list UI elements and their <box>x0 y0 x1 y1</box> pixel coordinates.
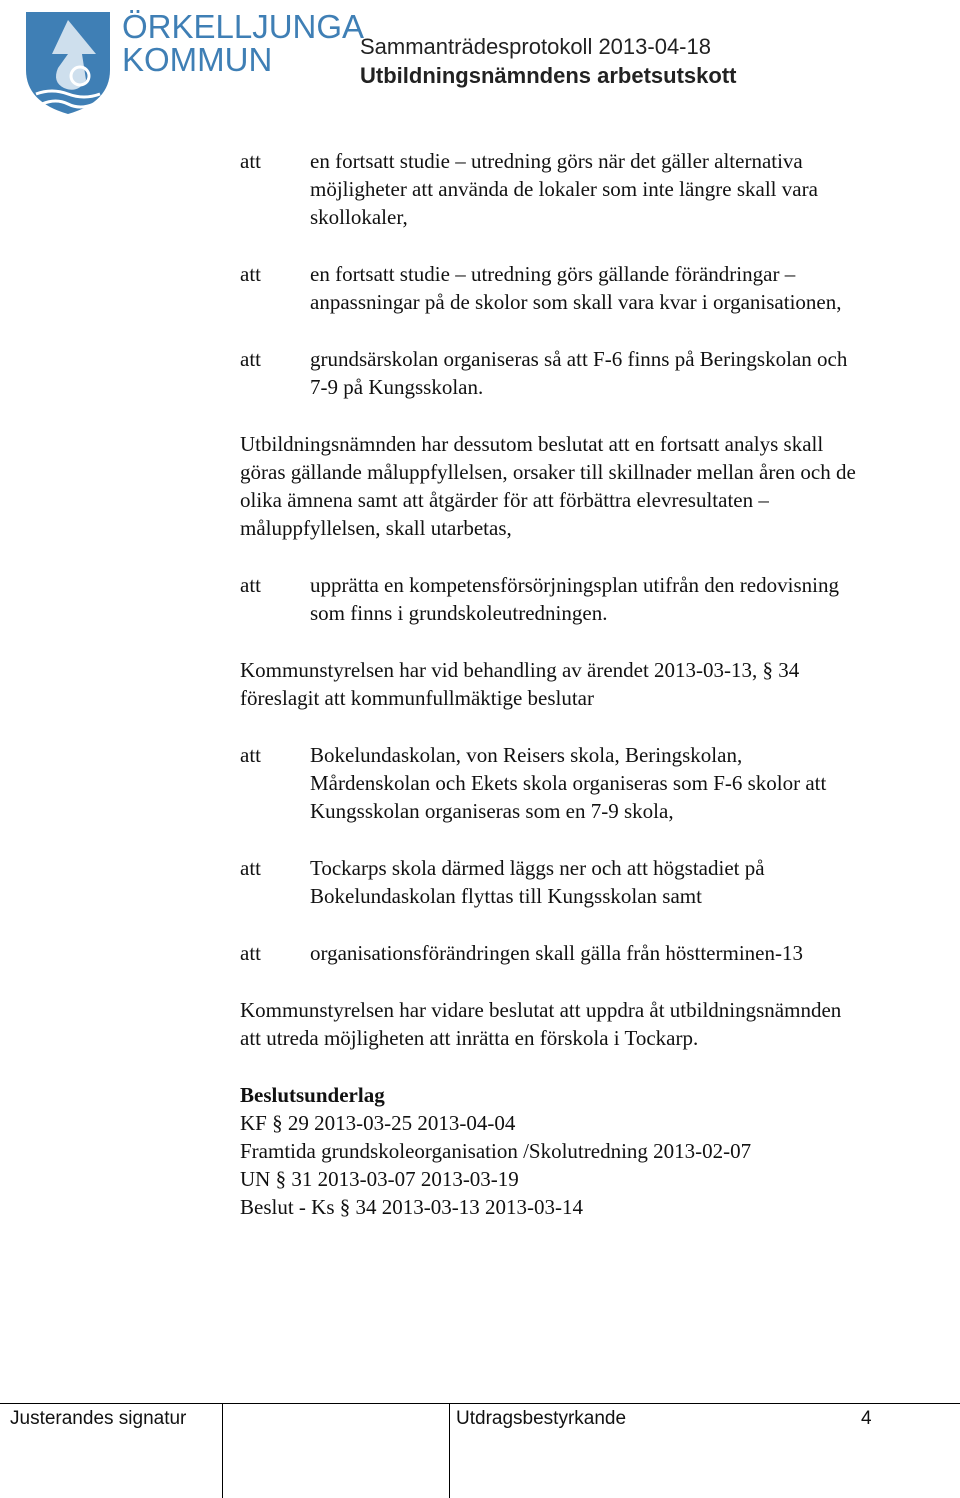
paragraph-1-line-1: Utbildningsnämnden har dessutom beslutat att en fortsatt analys skall <box>240 432 824 456</box>
paragraph-2-line-1: Kommunstyrelsen har vid behandling av ärendet 2013-03-13, § 34 <box>240 658 800 682</box>
item-5-line-3: Kungsskolan organiseras som en 7-9 skola, <box>310 799 674 823</box>
page-header <box>0 0 960 120</box>
item-3-line-2: 7-9 på Kungsskolan. <box>310 375 484 399</box>
footer-divider <box>222 1403 223 1498</box>
document-title: Sammanträdesprotokoll 2013-04-18 <box>360 34 711 59</box>
footer-rule <box>0 1403 960 1404</box>
item-2-line-1: en fortsatt studie – utredning görs gällande förändringar – <box>310 262 796 286</box>
paragraph-3-line-2: att utreda möjligheten att inrätta en förskola i Tockarp. <box>240 1026 699 1050</box>
item-7-line-1: organisationsförändringen skall gälla från höstterminen-13 <box>310 941 803 965</box>
att-marker: att <box>240 941 261 965</box>
page-number: 4 <box>861 1408 872 1429</box>
certification-label: Utdragsbestyrkande <box>456 1408 627 1429</box>
paragraph-1-line-3: olika ämnena samt att åtgärder för att förbättra elevresultaten – <box>240 488 769 512</box>
att-marker: att <box>240 743 261 767</box>
paragraph-1-line-4: måluppfyllelsen, skall utarbetas, <box>240 516 512 540</box>
beslutsunderlag-item: Framtida grundskoleorganisation /Skolutredning 2013-02-07 <box>240 1139 752 1163</box>
att-marker: att <box>240 347 261 371</box>
signature-label: Justerandes signatur <box>10 1408 187 1429</box>
paragraph-3-line-1: Kommunstyrelsen har vidare beslutat att uppdra åt utbildningsnämnden <box>240 998 842 1022</box>
item-1-line-2: möjligheter att använda de lokaler som inte längre skall vara <box>310 177 818 201</box>
beslutsunderlag-item: UN § 31 2013-03-07 2013-03-19 <box>240 1167 519 1191</box>
logo-text-line2: KOMMUN <box>122 41 273 78</box>
att-marker: att <box>240 573 261 597</box>
beslutsunderlag-heading: Beslutsunderlag <box>240 1083 385 1107</box>
beslutsunderlag-item: Beslut - Ks § 34 2013-03-13 2013-03-14 <box>240 1195 583 1219</box>
item-2-line-2: anpassningar på de skolor som skall vara kvar i organisationen, <box>310 290 842 314</box>
item-6-line-2: Bokelundaskolan flyttas till Kungsskolan samt <box>310 884 702 908</box>
item-5-line-2: Mårdenskolan och Ekets skola organiseras som F-6 skolor att <box>310 771 827 795</box>
page-footer <box>0 1403 960 1498</box>
municipality-crest-icon <box>22 10 114 116</box>
committee-name: Utbildningsnämndens arbetsutskott <box>360 63 737 88</box>
paragraph-2-line-2: föreslagit att kommunfullmäktige beslutar <box>240 686 594 710</box>
beslutsunderlag-item: KF § 29 2013-03-25 2013-04-04 <box>240 1111 516 1135</box>
footer-divider <box>449 1403 450 1498</box>
att-marker: att <box>240 262 261 286</box>
item-4-line-1: upprätta en kompetensförsörjningsplan utifrån den redovisning <box>310 573 839 597</box>
item-5-line-1: Bokelundaskolan, von Reisers skola, Beringskolan, <box>310 743 743 767</box>
item-6-line-1: Tockarps skola därmed läggs ner och att högstadiet på <box>310 856 765 880</box>
item-1-line-3: skollokaler, <box>310 205 408 229</box>
item-1-line-1: en fortsatt studie – utredning görs när det gäller alternativa <box>310 149 803 173</box>
logo-text-line1: ÖRKELLJUNGA <box>122 8 365 45</box>
item-3-line-1: grundsärskolan organiseras så att F-6 finns på Beringskolan och <box>310 347 848 371</box>
paragraph-1-line-2: göras gällande måluppfyllelsen, orsaker till skillnader mellan åren och de <box>240 460 856 484</box>
item-4-line-2: som finns i grundskoleutredningen. <box>310 601 608 625</box>
att-marker: att <box>240 856 261 880</box>
att-marker: att <box>240 149 261 173</box>
